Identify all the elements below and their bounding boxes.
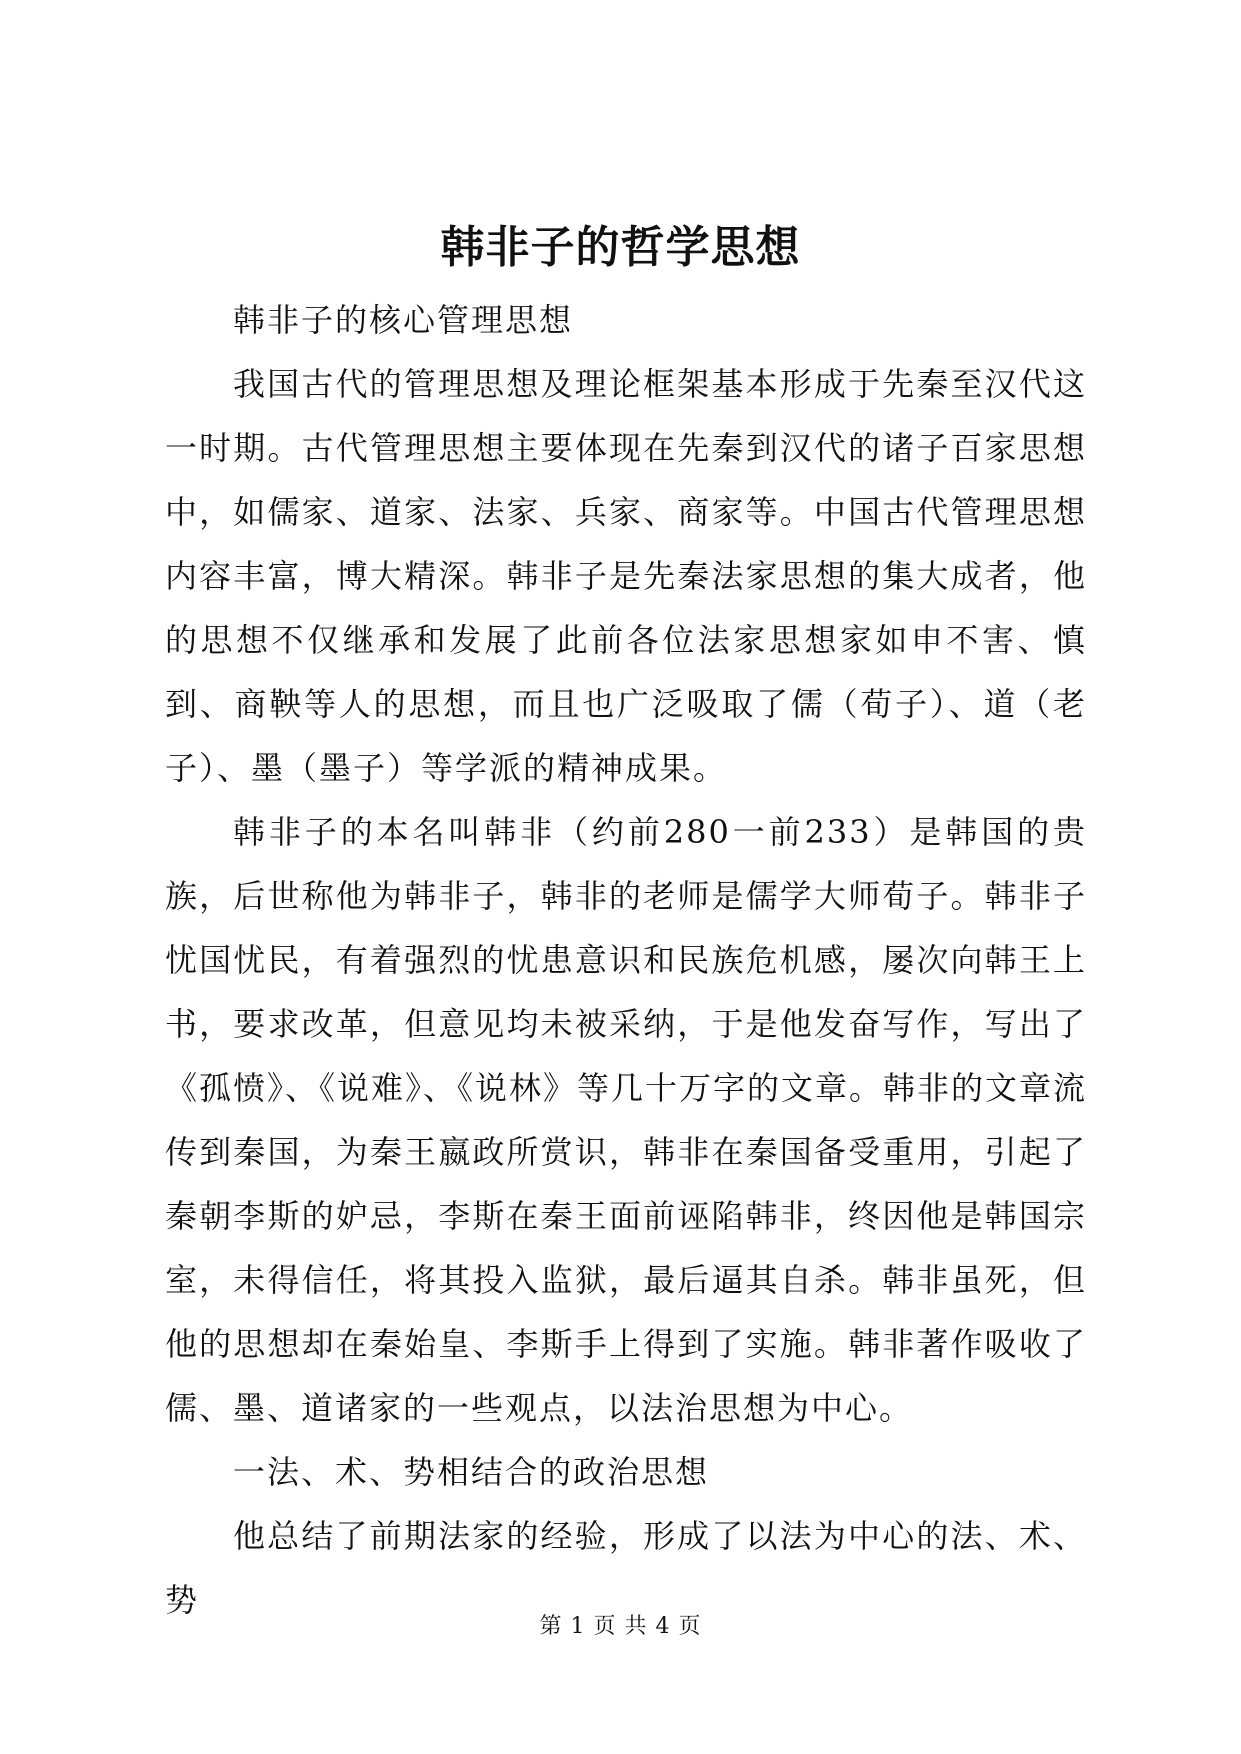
page-footer: 第 1 页 共 4 页 [539,1614,702,1639]
paragraph: 他总结了前期法家的经验，形成了以法为中心的法、术、势 [165,1517,1087,1619]
paragraph: 我国古代的管理思想及理论框架基本形成于先秦至汉代这一时期。古代管理思想主要体现在先秦到汉代的诸子百家思想中，如儒家、道家、法家、兵家、商家等。中国古代管理思想内容丰富，博大精深。韩非子是先秦法家思想的集大成者，他的思想不仅继承和发展了此前各位法家思想家如申不害、慎到、商鞅等人的思想，而且也广泛吸取了儒（荀子）、道（老子）、墨（墨子）等学派的精神成果。 [165,365,1087,787]
section-heading: 韩非子的核心管理思想 [233,301,574,339]
section-heading: 一法、术、势相结合的政治思想 [233,1453,710,1491]
paragraph: 韩非子的本名叫韩非（约前280一前233）是韩国的贵族，后世称他为韩非子，韩非的老师是儒学大师荀子。韩非子忧国忧民，有着强烈的忧患意识和民族危机感，屡次向韩王上书，要求改革，但意见均未被采纳，于是他发奋写作，写出了《孤愤》、《说难》、《说林》等几十万字的文章。韩非的文章流传到秦国，为秦王嬴政所赏识，韩非在秦国备受重用，引起了秦朝李斯的妒忌，李斯在秦王面前诬陷韩非，终因他是韩国宗室，未得信任，将其投入监狱，最后逼其自杀。韩非虽死，但他的思想却在秦始皇、李斯手上得到了实施。韩非著作吸收了儒、墨、道诸家的一些观点，以法治思想为中心。 [165,813,1088,1427]
document-body [165,288,1087,1632]
document-title: 韩非子的哲学思想 [440,222,801,273]
